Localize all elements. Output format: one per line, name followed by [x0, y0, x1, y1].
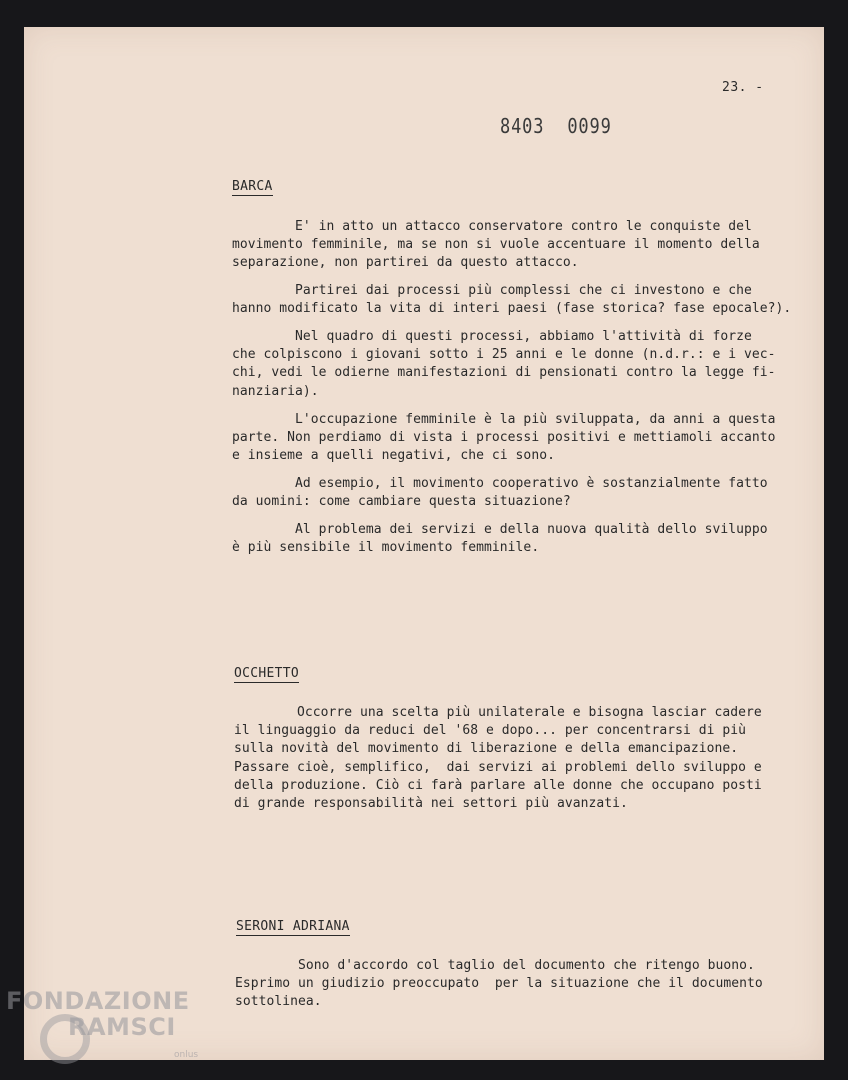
page-number: 23. -	[722, 80, 764, 95]
section-heading-seroni-adriana: SERONI ADRIANA	[236, 919, 350, 934]
paragraph: Al problema dei servizi e della nuova qualità dello sviluppo è più sensibile il movimento femminile.	[232, 522, 768, 556]
paragraph: Partirei dai processi più complessi che ci investono e che hanno modificato la vita di interi paesi (fase storica? fase epocale?).	[232, 283, 792, 317]
paragraph: Occorre una scelta più unilaterale e bisogna lasciar cadere il linguaggio da reduci del '68 e dopo... per concentrarsi di più sulla novità del movimento di liberazione e della emancipazione. Passare cioè, semplifico, dai servizi ai problemi dello sviluppo e della produzione. Ciò ci farà parlare alle donne che occupano posti di grande responsabilità nei settori più avanzati.	[234, 705, 762, 812]
fondazione-gramsci-watermark: FONDAZIONE RAMSCI onlus	[6, 988, 190, 1040]
paragraph: Nel quadro di questi processi, abbiamo l'attività di forze che colpiscono i giovani sotto i 25 anni e le donne (n.d.r.: e i vec- chi, vedi le odierne manifestazioni di pensionati contro la legge fi- nanziaria).	[232, 329, 776, 399]
section-heading-barca: BARCA	[232, 179, 273, 194]
paragraph: Ad esempio, il movimento cooperativo è sostanzialmente fatto da uomini: come cambiare questa situazione?	[232, 476, 768, 510]
archive-stamp-number: 8403 0099	[500, 114, 612, 138]
paragraph: L'occupazione femminile è la più sviluppata, da anni a questa parte. Non perdiamo di vista i processi positivi e mettiamoli accanto e insieme a quelli negativi, che ci sono.	[232, 412, 776, 464]
paragraph: E' in atto un attacco conservatore contro le conquiste del movimento femminile, ma se non si vuole accentuare il momento della separazione, non partirei da questo attacco.	[232, 219, 760, 271]
g-logo-icon	[40, 1014, 90, 1064]
section-heading-occhetto: OCCHETTO	[234, 666, 300, 681]
paragraph: Sono d'accordo col taglio del documento che ritengo buono. Esprimo un giudizio preoccupato per la situazione che il documento sottolinea.	[235, 958, 763, 1010]
